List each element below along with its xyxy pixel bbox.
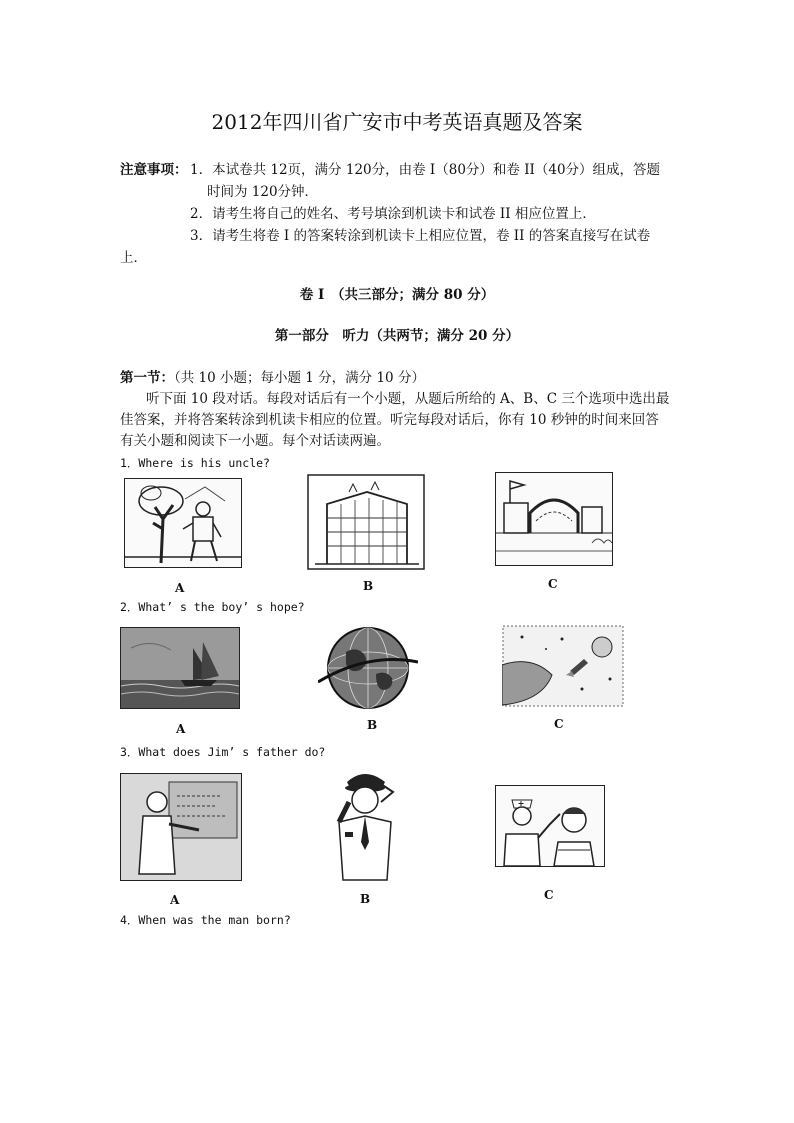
question-3-option-c[interactable]: C: [544, 888, 554, 902]
section-instruction-2: 佳答案，并将答案转涂到机读卡相应的位置。听完每段对话后，你有 10 秒钟的时间来回答: [120, 412, 659, 428]
notice-item-1-cont: 时间为 120分钟．: [207, 184, 319, 200]
question-1-option-a[interactable]: A: [175, 581, 185, 595]
volume-heading: 卷 I （共三部分；满分 80 分）: [299, 287, 495, 303]
section-info: （共 10 小题；每小题 1 分，满分 10 分）: [174, 370, 425, 386]
question-2-option-b[interactable]: B: [367, 718, 378, 732]
question-2-text: 2．What’ s the boy’ s hope?: [120, 600, 305, 614]
page-title: 2012年四川省广安市中考英语真题及答案: [211, 110, 583, 134]
question-1-option-c[interactable]: C: [548, 577, 558, 591]
part-heading: 第一部分 听力（共两节；满分 20 分）: [274, 328, 520, 344]
notice-item-2: 2．请考生将自己的姓名、考号填涂到机读卡和试卷 II 相应位置上．: [190, 206, 596, 222]
notice-item-3-cont: 上．: [120, 250, 147, 266]
question-1-text: 1．Where is his uncle?: [120, 456, 270, 470]
question-2-option-a[interactable]: A: [176, 722, 186, 736]
policeman-salute-icon[interactable]: [325, 762, 405, 882]
question-1-option-b[interactable]: B: [363, 579, 374, 593]
notice-item-3: 3．请考生将卷 I 的答案转涂到机读卡上相应位置，卷 II 的答案直接写在试卷: [190, 228, 651, 244]
question-3-text: 3．What does Jim’ s father do?: [120, 745, 326, 759]
sailing-ship-icon[interactable]: [120, 627, 240, 709]
tall-building-icon[interactable]: [307, 474, 425, 570]
farmer-tree-icon[interactable]: [124, 478, 242, 568]
question-2-option-c[interactable]: C: [554, 717, 564, 731]
notice-item-1: 1．本试卷共 12页，满分 120分，由卷 I（80分）和卷 II（40分）组成，答题: [190, 162, 661, 178]
doctor-injection-icon[interactable]: [495, 785, 605, 867]
space-rocket-icon[interactable]: [502, 625, 624, 707]
question-3-option-a[interactable]: A: [170, 893, 180, 907]
park-gate-icon[interactable]: [495, 472, 613, 566]
question-3-option-b[interactable]: B: [360, 892, 371, 906]
section-instruction-3: 有关小题和阅读下一小题。每个对话读两遍。: [120, 433, 390, 449]
section-instruction-1: 听下面 10 段对话。每段对话后有一个小题，从题后所给的 A、B、C 三个选项中选出最: [146, 391, 670, 407]
teacher-blackboard-icon[interactable]: [120, 773, 242, 881]
earth-globe-icon[interactable]: [318, 622, 418, 714]
notice-label: 注意事项：: [120, 162, 188, 178]
section-label: 第一节：: [120, 370, 174, 386]
question-4-text: 4．When was the man born?: [120, 913, 291, 927]
